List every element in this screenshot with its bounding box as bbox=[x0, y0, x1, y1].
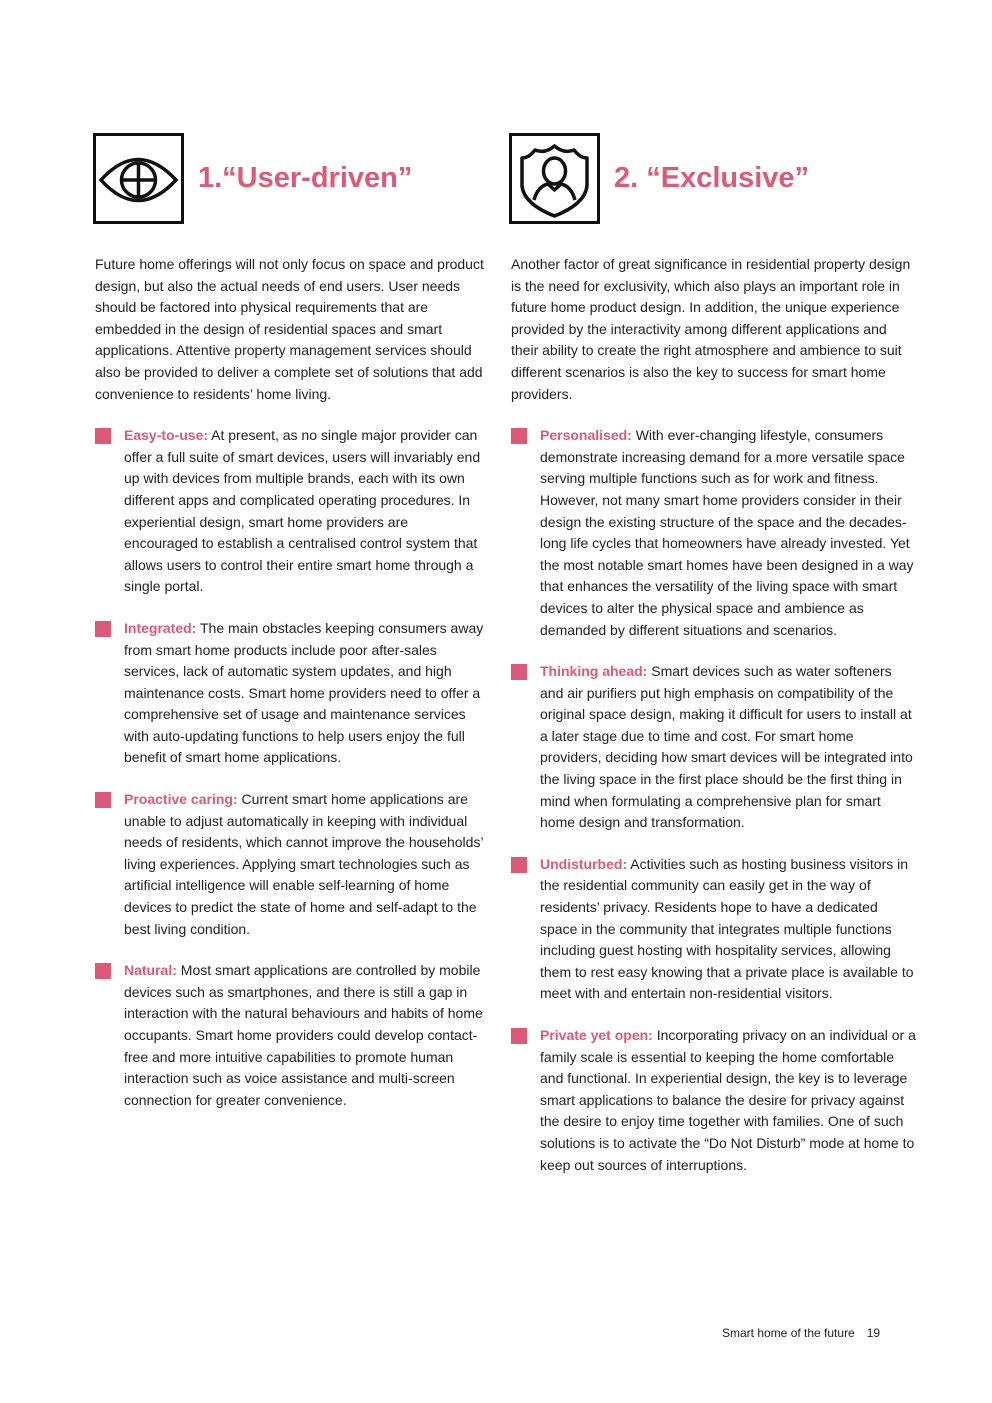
bullet-marker bbox=[511, 428, 527, 444]
intro-paragraph: Another factor of great significance in residential property design is the need for exclusivity, which also plays an important role in future home product design. In addition, the unique experience provided by the interactivity among different applications and their ability to create the right atmosphere and ambience to suit different scenarios is also the key to success for smart home providers. bbox=[511, 256, 911, 402]
bullet-label: Natural: bbox=[124, 962, 177, 979]
bullet-label: Integrated: bbox=[124, 619, 197, 636]
bullet-proactive-caring bbox=[93, 789, 485, 940]
intro-paragraph: Future home offerings will not only focus on space and product design, but also the actual needs of end users. User needs should be factored into physical requirements that are embedded in the design of residential spaces and smart applications. Attentive property management services should also be provided to deliver a complete set of solutions that add convenience to residents’ home living. bbox=[95, 256, 484, 402]
page-footer bbox=[722, 1326, 880, 1340]
bullet-marker bbox=[95, 428, 111, 444]
bullet-list bbox=[509, 425, 917, 1176]
page-number: 19 bbox=[866, 1326, 881, 1340]
bullet-thinking-ahead bbox=[509, 661, 917, 834]
eye-crosshair-icon bbox=[93, 133, 184, 224]
bullet-natural bbox=[93, 960, 485, 1111]
bullet-label: Personalised: bbox=[540, 427, 632, 444]
bullet-list bbox=[93, 425, 485, 1111]
bullet-undisturbed bbox=[509, 854, 917, 1005]
bullet-label: Undisturbed: bbox=[540, 855, 628, 872]
bullet-label: Easy-to-use: bbox=[124, 427, 209, 444]
bullet-text: Smart devices such as water softeners and air purifiers put high emphasis on compatibility of the original space design, making it difficult for users to install at a later stage due to time and cost. For smart home providers, deciding how smart devices will be integrated into the living space in the first place should be the first thing in mind when formulating a comprehensive plan for smart home design and transformation. bbox=[540, 663, 913, 831]
bullet-marker bbox=[511, 664, 527, 680]
bullet-easy-to-use bbox=[93, 425, 485, 598]
footer-title: Smart home of the future bbox=[722, 1326, 855, 1340]
shield-person-icon bbox=[509, 133, 600, 224]
bullet-text: Current smart home applications are unable to adjust automatically in keeping with individual needs of residents, which cannot improve the households’ living experiences. Applying smart technologies such as artificial intelligence will enable self-learning of home devices to predict the state of home and self-adapt to the best living condition. bbox=[124, 791, 484, 937]
bullet-marker bbox=[511, 857, 527, 873]
user-driven-column bbox=[93, 130, 485, 1131]
bullet-text: Most smart applications are controlled by mobile devices such as smartphones, and there is still a gap in interaction with the natural behaviours and habits of home occupants. Smart home providers could develop contact-free and more intuitive capabilities to promote human interaction such as voice assistance and multi-screen connection for greater convenience. bbox=[124, 962, 483, 1108]
bullet-label: Thinking ahead: bbox=[540, 663, 648, 680]
bullet-marker bbox=[95, 621, 111, 637]
bullet-text: At present, as no single major provider can offer a full suite of smart devices, users will invariably end up with devices from multiple brands, each with its own different apps and complicated operating procedures. In experiential design, smart home providers are encouraged to establish a centralised control system that allows users to control their entire smart home through a single portal. bbox=[124, 427, 481, 595]
bullet-marker bbox=[95, 963, 111, 979]
bullet-private-yet-open bbox=[509, 1025, 917, 1176]
bullet-text: The main obstacles keeping consumers away from smart home products include poor after-sales services, lack of automatic system updates, and high maintenance costs. Smart home providers need to offer a comprehensive set of usage and maintenance services with auto-updating functions to help users enjoy the full benefit of smart home applications. bbox=[124, 619, 484, 766]
exclusive-header bbox=[509, 130, 917, 226]
bullet-marker bbox=[95, 792, 111, 808]
bullet-label: Proactive caring: bbox=[124, 791, 238, 808]
bullet-label: Private yet open: bbox=[540, 1027, 653, 1043]
bullet-text: Activities such as hosting business visitors in the residential community can easily get in the way of residents’ privacy. Residents hope to have a dedicated space in the community that integrates multiple functions including guest hosting with hospitality services, allowing them to rest easy knowing that a private place is available to meet with and entertain non-residential visitors. bbox=[540, 855, 914, 1002]
exclusive-column bbox=[509, 130, 917, 1196]
section-title: 1.“User-driven” bbox=[198, 161, 413, 194]
section-title: 2. “Exclusive” bbox=[614, 161, 810, 194]
user-driven-header bbox=[93, 130, 485, 226]
bullet-integrated bbox=[93, 618, 485, 769]
bullet-text: With ever-changing lifestyle, consumers demonstrate increasing demand for a more versatile space serving multiple functions such as for work and fitness. However, not many smart home providers consider in their design the existing structure of the space and the decades-long life cycles that homeowners have already invested. Yet the most notable smart homes have been designed in a way that enhances the versatility of the living space with smart devices to alter the physical space and ambience as demanded by different situations and scenarios. bbox=[540, 427, 914, 638]
bullet-text: Incorporating privacy on an individual or a family scale is essential to keeping the home comfortable and functional. In experiential design, the key is to leverage smart applications to balance the desire for privacy against the desire to enjoy time together with families. One of such solutions is to activate the “Do Not Disturb” mode at home to keep out sources of interruptions. bbox=[540, 1027, 916, 1173]
bullet-personalised bbox=[509, 425, 917, 641]
bullet-marker bbox=[511, 1028, 527, 1044]
